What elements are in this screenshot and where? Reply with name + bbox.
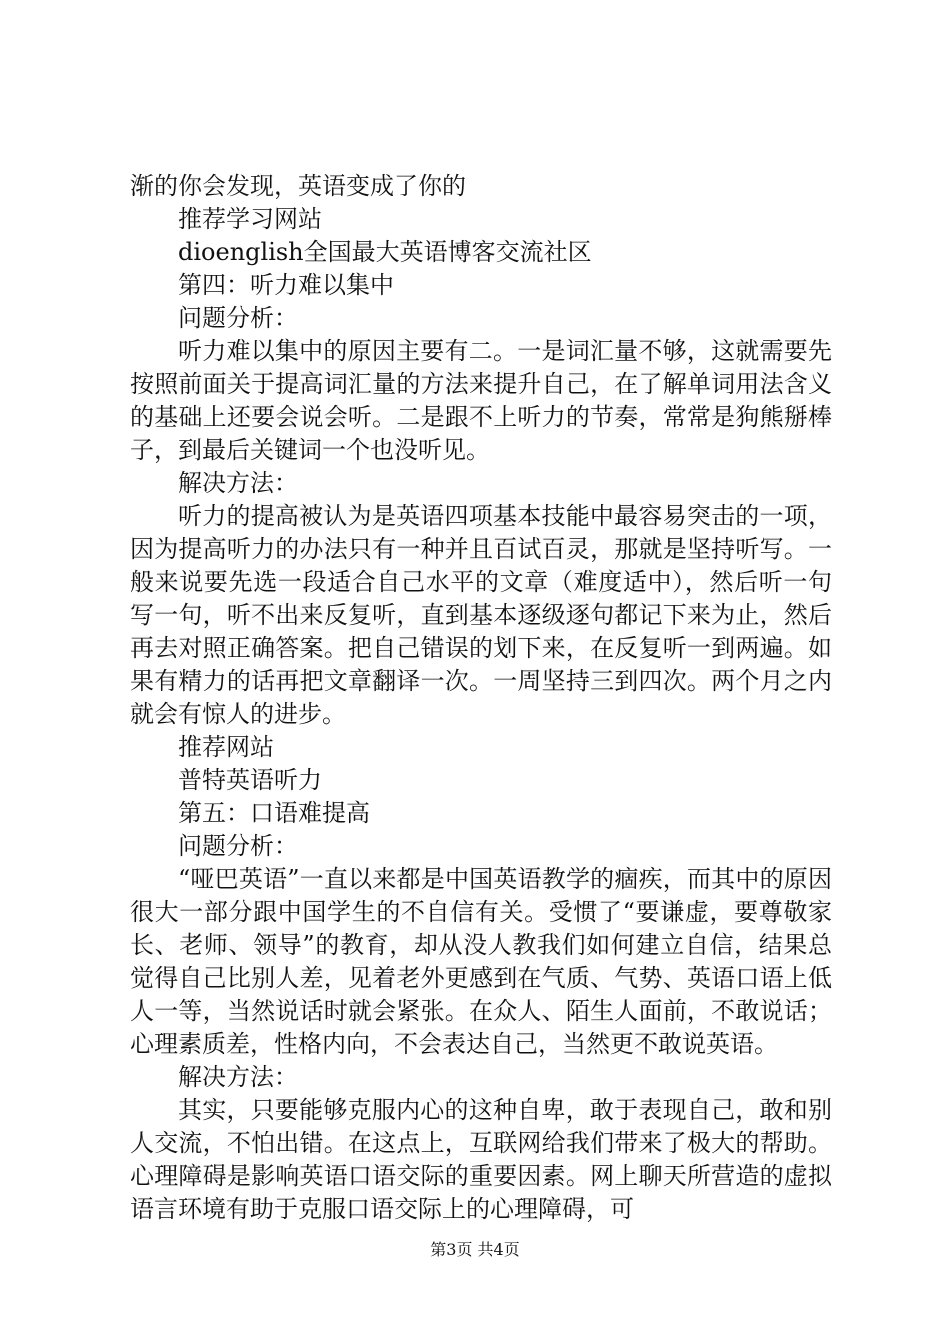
paragraph: 第五：口语难提高 [178, 799, 370, 827]
paragraph: 其实，只要能够克服内心的这种自卑，敢于表现自己，敢和别人交流，不怕出错。在这点上，互联网给我们带来了极大的帮助。心理障碍是影响英语口语交际的重要因素。网上聊天所营造的虚拟语言环境有助于克服口语交际上的心理障碍，可 [130, 1096, 832, 1223]
paragraph: “哑巴英语”一直以来都是中国英语教学的痼疾，而其中的原因很大一部分跟中国学生的不自信有关。受惯了“要谦虚，要尊敬家长、老师、领导”的教育，却从没人教我们如何建立自信，结果总觉得自己比别人差，见着老外更感到在气质、气势、英语口语上低人一等，当然说话时就会紧张。在众人、陌生人面前，不敢说话；心理素质差，性格内向，不会表达自己，当然更不敢说英语。 [130, 865, 832, 1058]
paragraph: 听力难以集中的原因主要有二。一是词汇量不够，这就需要先按照前面关于提高词汇量的方法来提升自己，在了解单词用法含义的基础上还要会说会听。二是跟不上听力的节奏，常常是狗熊掰棒子，到最后关键词一个也没听见。 [130, 337, 832, 464]
paragraph: 听力的提高被认为是英语四项基本技能中最容易突击的一项，因为提高听力的办法只有一种并且百试百灵，那就是坚持听写。一般来说要先选一段适合自己水平的文章（难度适中），然后听一句写一句，听不出来反复听，直到基本逐级逐句都记下来为止，然后再去对照正确答案。把自己错误的划下来，在反复听一到两遍。如果有精力的话再把文章翻译一次。一周坚持三到四次。两个月之内就会有惊人的进步。 [130, 502, 832, 728]
paragraph: 问题分析： [178, 832, 298, 860]
paragraph: 推荐网站 [178, 733, 274, 761]
paragraph: 解决方法： [178, 1063, 298, 1091]
paragraph: dioenglish全国最大英语博客交流社区 [178, 238, 592, 266]
page-footer [0, 1240, 950, 1260]
paragraph: 推荐学习网站 [178, 205, 322, 233]
paragraph: 普特英语听力 [178, 766, 322, 794]
paragraph: 解决方法： [178, 469, 298, 497]
paragraph: 第四：听力难以集中 [178, 271, 394, 299]
paragraph: 渐的你会发现，英语变成了你的 [130, 172, 466, 200]
page-number-label: 第3页 共4页 [430, 1240, 520, 1259]
document-body [130, 170, 832, 1226]
paragraph: 问题分析： [178, 304, 298, 332]
